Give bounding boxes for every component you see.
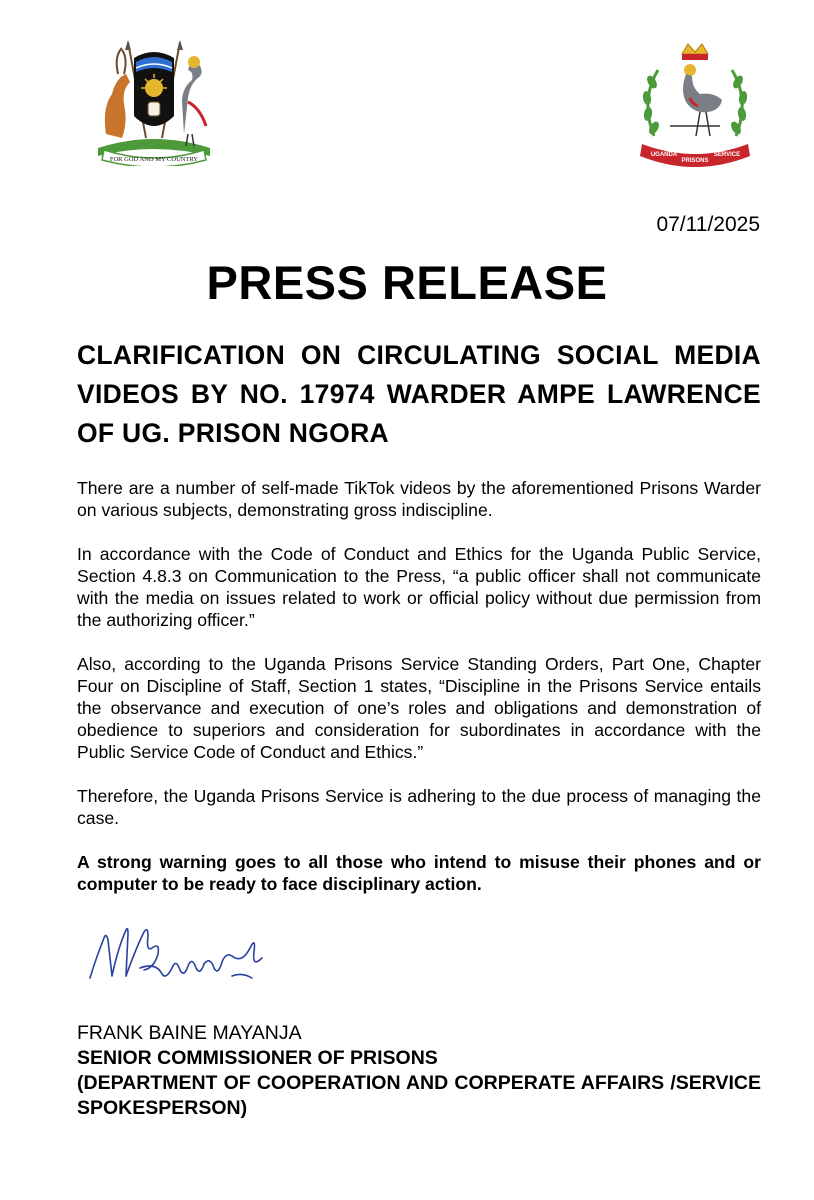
handwritten-signature-icon — [82, 918, 282, 996]
release-body — [77, 477, 761, 917]
signatory-department: (DEPARTMENT OF COOPERATION AND CORPERATE AFFAIRS /SERVICE SPOKESPERSON) — [77, 1072, 761, 1119]
uganda-prisons-service-emblem-icon — [630, 40, 760, 170]
signatory-block — [77, 1021, 761, 1121]
signatory-title: SENIOR COMMISSIONER OF PRISONS — [77, 1047, 438, 1069]
body-paragraph-4: Therefore, the Uganda Prisons Service is adhering to the due process of managing the case. — [77, 786, 761, 828]
body-paragraph-1: There are a number of self-made TikTok videos by the aforementioned Prisons Warder on various subjects, demonstrating gross indiscipline. — [77, 478, 761, 520]
svg-text:UGANDA: UGANDA — [650, 152, 678, 158]
body-paragraph-3: Also, according to the Uganda Prisons Service Standing Orders, Part One, Chapter Four on Discipline of Staff, Section 1 states, “Discipline in the Prisons Service entails the observance and execution of one’s roles and obligations and demonstration of obedience to superiors and consideration for subordinates in accordance with the Public Service Code of Conduct and Ethics.” — [77, 654, 761, 762]
svg-text:FOR GOD AND MY COUNTRY: FOR GOD AND MY COUNTRY — [109, 156, 199, 163]
svg-text:PRISONS: PRISONS — [681, 158, 709, 164]
page-title: PRESS RELEASE — [206, 256, 608, 309]
warning-paragraph: A strong warning goes to all those who intend to misuse their phones and or computer to be ready to face disciplinary action. — [77, 852, 761, 894]
signatory-name: FRANK BAINE MAYANJA — [77, 1022, 302, 1044]
release-date: 07/11/2025 — [656, 213, 760, 236]
svg-text:SERVICE: SERVICE — [713, 152, 741, 158]
uganda-coat-of-arms-icon — [88, 38, 220, 166]
body-paragraph-2: In accordance with the Code of Conduct and Ethics for the Uganda Public Service, Section 4.8.3 on Communication to the Press, “a public officer shall not communicate with the media on issues related to work or official policy without due permission from the authorizing officer.” — [77, 544, 761, 630]
release-subtitle: CLARIFICATION ON CIRCULATING SOCIAL MEDIA VIDEOS BY NO. 17974 WARDER AMPE LAWRENCE OF UG. PRISON NGORA — [77, 340, 761, 448]
